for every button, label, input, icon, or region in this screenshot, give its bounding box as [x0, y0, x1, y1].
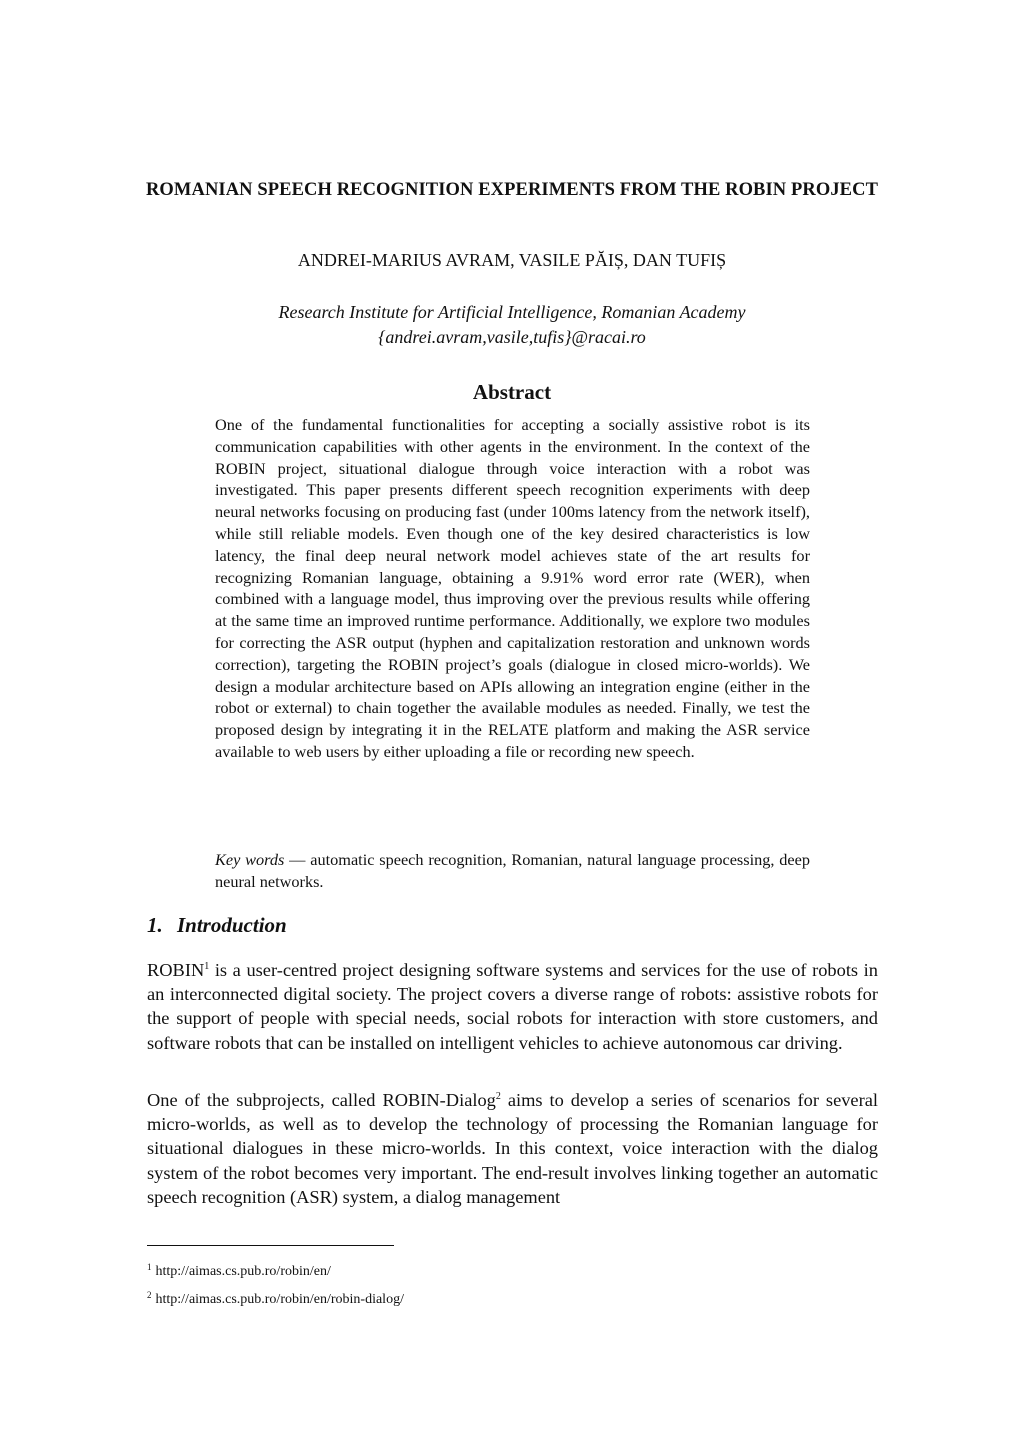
footnote-1 — [147, 1263, 331, 1281]
paragraph-text: is a user-centred project designing software systems and services for the use of robots in an interconnected digital society. The project covers a diverse range of robots: assistive robots for the support of people with special needs, social robots for interaction with store customers, and software robots that can be installed on intelligent vehicles to achieve autonomous car driving. — [147, 960, 878, 1053]
footnote-link[interactable]: http://aimas.cs.pub.ro/robin/en/robin-dialog/ — [155, 1292, 404, 1307]
footnote-link[interactable]: http://aimas.cs.pub.ro/robin/en/ — [155, 1264, 331, 1279]
keywords-text: automatic speech recognition, Romanian, natural language processing, deep neural networks. — [215, 850, 811, 891]
footnote-marker: 1 — [147, 1262, 152, 1272]
section-heading-introduction — [147, 911, 287, 939]
section-number: 1. — [147, 913, 163, 937]
keywords-separator: — — [284, 850, 311, 869]
keywords-label: Key words — [215, 850, 285, 869]
abstract-text: One of the fundamental functionalities for accepting a socially assistive robot is its communication capabilities with other agents in the environment. In the context of the ROBIN project, situational dialogue through voice interaction with a robot was investigated. This paper presents different speech recognition experiments with deep neural networks focusing on producing fast (under 100ms latency from the network itself), while still reliable models. Even though one of the key desired characteristics is low latency, the final deep neural network model achieves state of the art results for recognizing Romanian language, obtaining a 9.91% word error rate (WER), when combined with a language model, thus improving over the previous results while offering at the same time an improved runtime performance. Additionally, we explore two modules for correcting the ASR output (hyphen and capitalization restoration and unknown words correction), targeting the ROBIN project’s goals (dialogue in closed micro-worlds). We design a modular architecture based on APIs allowing an integration engine (either in the robot or external) to chain together the available modules as needed. Finally, we test the proposed design by integrating it in the RELATE platform and making the ASR service available to web users by either uploading a file or recording new speech. — [215, 415, 810, 761]
abstract-heading: Abstract — [472, 380, 552, 404]
author-list: ANDREI-MARIUS AVRAM, VASILE PĂIȘ, DAN TUFIȘ — [297, 250, 727, 270]
author-email: {andrei.avram,vasile,tufis}@racai.ro — [378, 327, 646, 347]
affiliation-block — [140, 300, 884, 350]
paragraph-text: aims to develop a series of scenarios for several micro-worlds, as well as to develop the technology of processing the Romanian language for situational dialogues in these micro-worlds. In this context, voice interaction with the dialog system of the robot becomes very important. The end-result involves linking together an automatic speech recognition (ASR) system, a dialog management — [147, 1090, 878, 1207]
paper-title: ROMANIAN SPEECH RECOGNITION EXPERIMENTS FROM THE ROBIN PROJECT — [145, 180, 879, 200]
footnote-2 — [147, 1291, 404, 1309]
footnote-ref-2[interactable]: 2 — [495, 1091, 501, 1102]
intro-paragraph-2 — [147, 1088, 878, 1209]
affiliation-text: Research Institute for Artificial Intelligence, Romanian Academy — [278, 302, 746, 322]
intro-paragraph-1 — [147, 958, 878, 1055]
footnote-divider — [147, 1245, 394, 1246]
keywords-block — [215, 849, 810, 893]
section-title: Introduction — [177, 913, 287, 937]
paragraph-lead: One of the subprojects, called ROBIN-Dialog — [147, 1090, 496, 1110]
paragraph-lead: ROBIN — [147, 960, 205, 980]
footnote-marker: 2 — [147, 1290, 152, 1300]
footnote-ref-1[interactable]: 1 — [204, 961, 210, 972]
